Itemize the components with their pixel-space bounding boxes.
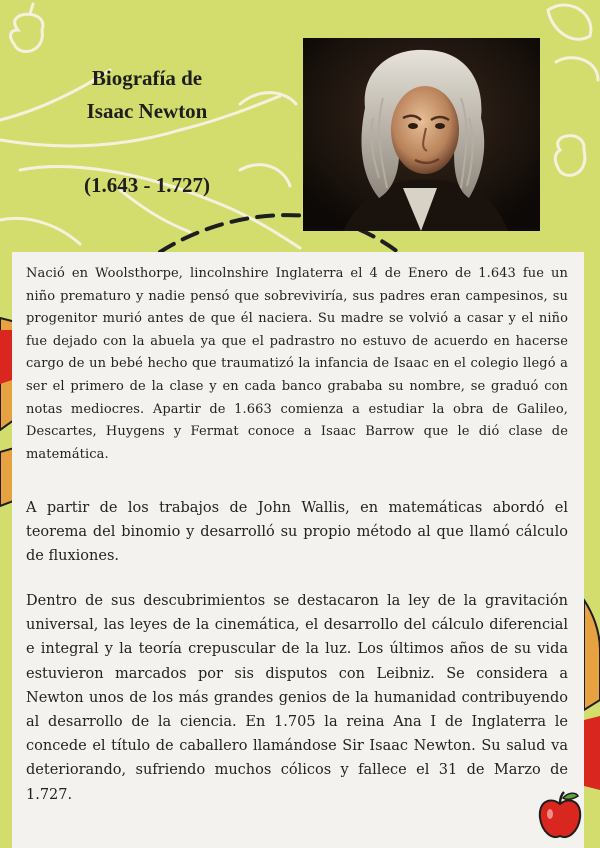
- page-title: [22, 62, 272, 128]
- biography-card: [12, 252, 584, 848]
- title-line-2: Isaac Newton: [86, 99, 208, 123]
- leaf-doodle-icon: [548, 5, 598, 80]
- biography-paragraph-2: A partir de los trabajos de John Wallis, en matemáticas abordó el teorema del binomio y desarrolló su propio método al que llamó cálculo de fluxiones.: [26, 500, 568, 565]
- title-line-1: Biografía de: [91, 66, 203, 90]
- lifespan-years: (1.643 - 1.727): [84, 173, 210, 197]
- newton-portrait: [303, 38, 540, 231]
- biography-paragraph-1: Nació en Woolsthorpe, lincolnshire Inglaterra el 4 de Enero de 1.643 fue un niño prematuro y nadie pensó que sobreviviría, sus padres eran campesinos, su progenitor murió antes de que él naciera. Su madre se volvió a casar y el niño fue dejado con la abuela ya que el padrastro no estuvo de acuerdo en hacerse cargo de un bebé hecho que traumatizó la infancia de Isaac en el colegio llegó a ser el primero de la clase y en cada banco grababa su nombre, se graduó con notas mediocres. Apartir de 1.663 comienza a estudiar la obra de Galileo, Descartes, Huygens y Fermat conoce a Isaac Barrow que le dió clase de matemática.: [26, 266, 568, 462]
- apple-doodle-icon: [11, 4, 43, 52]
- edge-figure-right: [584, 600, 600, 790]
- apple-icon: [536, 790, 584, 840]
- apple-doodle-icon: [555, 136, 585, 176]
- biography-paragraph-3: Dentro de sus descubrimientos se destacaron la ley de la gravitación universal, las leyes de la cinemática, el desarrollo del cálculo diferencial e integral y la teoría crepuscular de la luz. Los últimos años de su vida estuvieron marcados por sis disputos con Leibniz. Se considera a Newton unos de los más grandes genios de la humanidad contribuyendo al desarrollo de la ciencia. En 1.705 la reina Ana I de Inglaterra le concede el título de caballero llamándose Sir Isaac Newton. Su salud va deteriorando, sufriendo muchos cólicos y fallece el 31 de Marzo de 1.727.: [26, 593, 568, 803]
